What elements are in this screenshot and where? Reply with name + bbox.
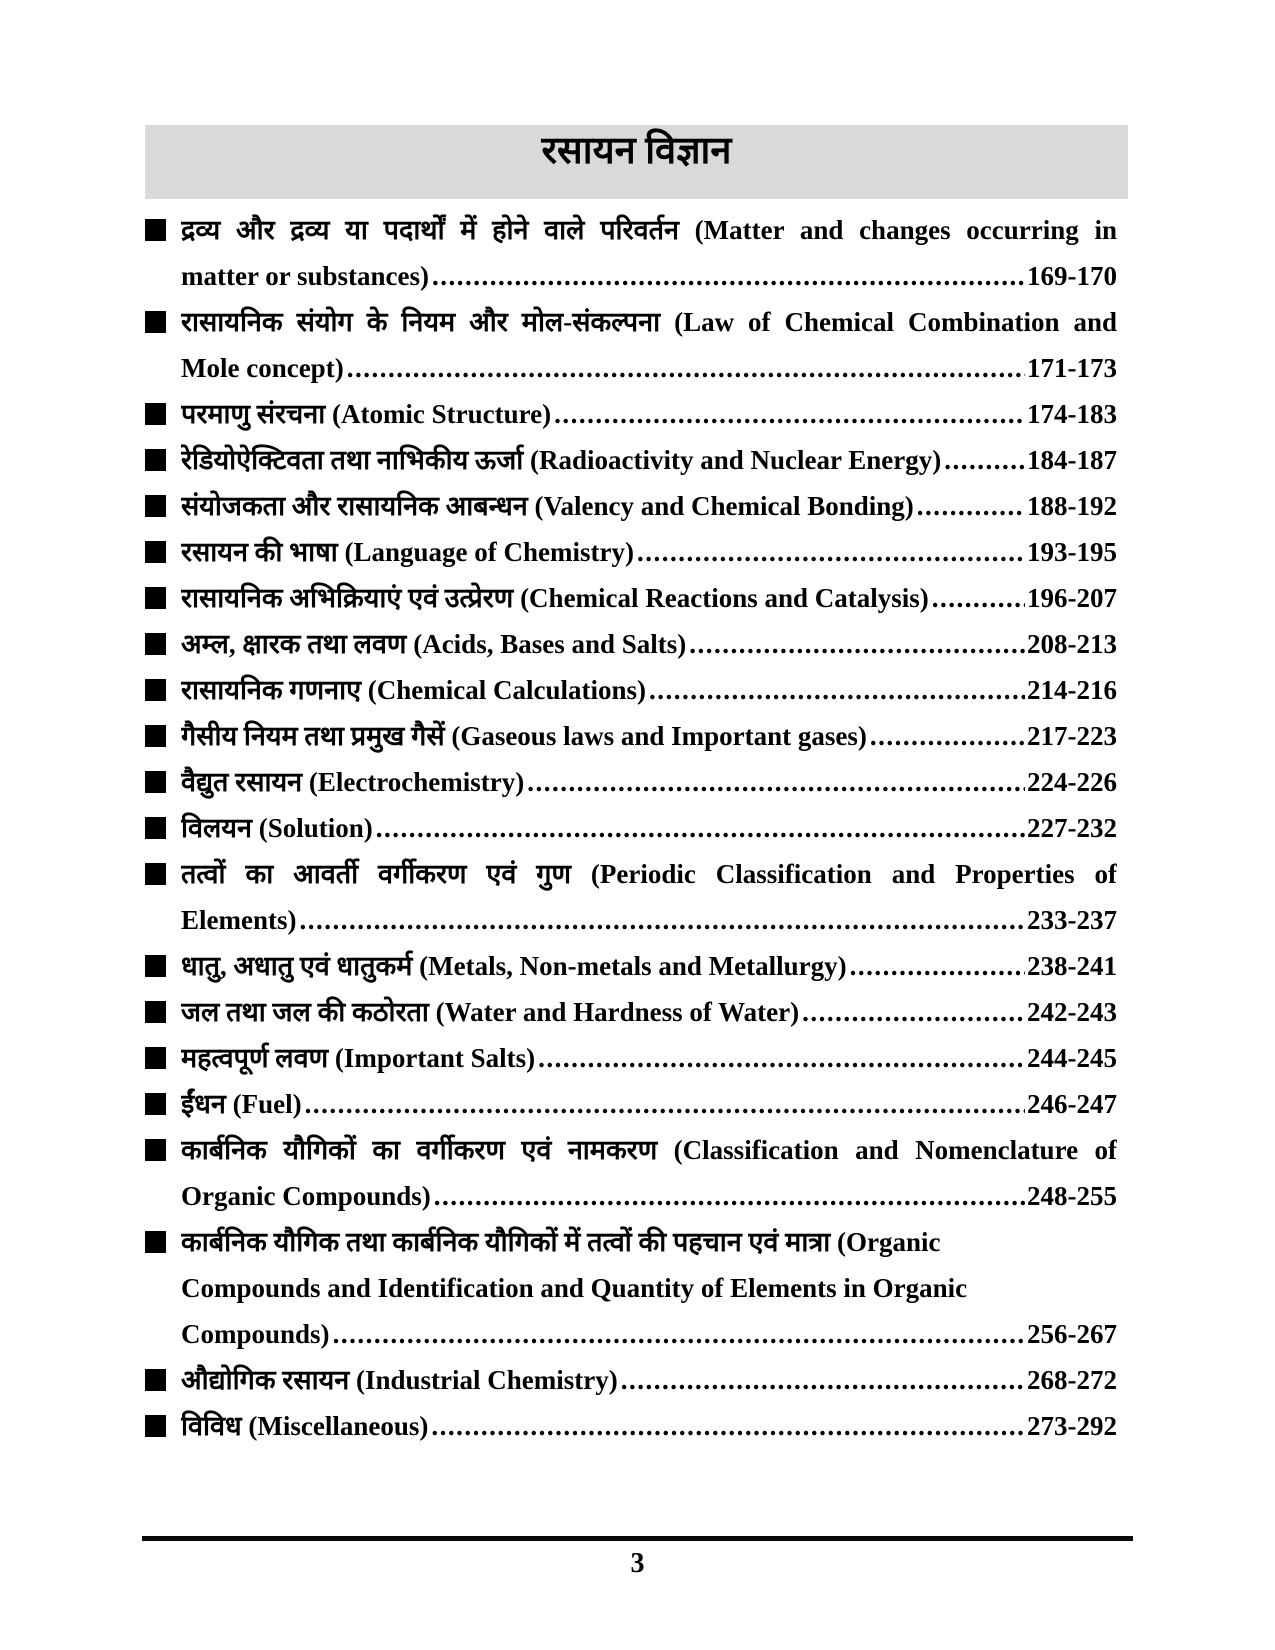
chapter-title: रसायन विज्ञान bbox=[541, 130, 732, 172]
toc-entry bbox=[145, 1357, 1117, 1403]
dotted-leader bbox=[689, 621, 1025, 667]
page-range: 233-237 bbox=[1027, 905, 1117, 935]
toc-entry-text: Mole concept) bbox=[181, 353, 344, 383]
toc-entry bbox=[145, 1219, 1117, 1357]
toc-entry-text: रासायनिक गणनाए (Chemical Calculations) bbox=[181, 675, 647, 705]
toc-entry-line bbox=[181, 943, 1117, 989]
dotted-leader bbox=[621, 1357, 1025, 1403]
dotted-leader bbox=[554, 391, 1025, 437]
dotted-leader bbox=[431, 1403, 1025, 1449]
page-range: 188-192 bbox=[1027, 491, 1117, 521]
toc-entry-line bbox=[181, 483, 1117, 529]
bullet-square-icon bbox=[145, 679, 166, 701]
bullet-square-icon bbox=[145, 1369, 166, 1391]
toc-entry-text: अम्ल, क्षारक तथा लवण (Acids, Bases and Salts) bbox=[181, 629, 687, 659]
dotted-leader bbox=[637, 529, 1025, 575]
toc-entry-line: Compounds and Identification and Quantity of Elements in Organic bbox=[181, 1273, 968, 1303]
page-range: 238-241 bbox=[1027, 951, 1117, 981]
toc-entry bbox=[145, 575, 1117, 621]
dotted-leader bbox=[538, 1035, 1025, 1081]
toc-entry-line bbox=[181, 1357, 1117, 1403]
dotted-leader bbox=[527, 759, 1025, 805]
toc-entry-text: गैसीय नियम तथा प्रमुख गैसें (Gaseous laws and Important gases) bbox=[181, 721, 867, 751]
page-range: 227-232 bbox=[1027, 813, 1117, 843]
toc-entry-line bbox=[181, 345, 1117, 391]
toc-entry-line bbox=[181, 805, 1117, 851]
page-range: 174-183 bbox=[1027, 399, 1117, 429]
toc-entry-line bbox=[181, 1173, 1117, 1219]
toc-entry bbox=[145, 207, 1117, 299]
dotted-leader bbox=[917, 483, 1025, 529]
toc-entry-line bbox=[181, 1403, 1117, 1449]
dotted-leader bbox=[932, 575, 1025, 621]
page-range: 244-245 bbox=[1027, 1043, 1117, 1073]
page-range: 256-267 bbox=[1027, 1319, 1117, 1349]
dotted-leader bbox=[305, 1081, 1025, 1127]
page-range: 224-226 bbox=[1027, 767, 1117, 797]
dotted-leader bbox=[347, 345, 1025, 391]
toc-entry-line: कार्बनिक यौगिकों का वर्गीकरण एवं नामकरण (Classification and Nomenclature of bbox=[181, 1135, 1117, 1165]
page-range: 217-223 bbox=[1027, 721, 1117, 751]
toc-entry-text: संयोजकता और रासायनिक आबन्धन (Valency and Chemical Bonding) bbox=[181, 491, 914, 521]
toc-entry-line bbox=[181, 989, 1117, 1035]
page-range: 248-255 bbox=[1027, 1181, 1117, 1211]
toc-entry-text: महत्वपूर्ण लवण (Important Salts) bbox=[181, 1043, 536, 1073]
toc-entry bbox=[145, 713, 1117, 759]
page-range: 193-195 bbox=[1027, 537, 1117, 567]
page-range: 242-243 bbox=[1027, 997, 1117, 1027]
bullet-square-icon bbox=[145, 1139, 166, 1161]
page-range: 169-170 bbox=[1027, 261, 1117, 291]
page-range: 196-207 bbox=[1027, 583, 1117, 613]
toc-entry-text: परमाणु संरचना (Atomic Structure) bbox=[181, 399, 552, 429]
toc-entry-text: Elements) bbox=[181, 905, 297, 935]
toc-entry bbox=[145, 1127, 1117, 1219]
toc-entry bbox=[145, 1035, 1117, 1081]
bullet-square-icon bbox=[145, 771, 166, 793]
toc-entry-line bbox=[181, 621, 1117, 667]
toc-entry bbox=[145, 851, 1117, 943]
toc-entry bbox=[145, 621, 1117, 667]
bullet-square-icon bbox=[145, 817, 166, 839]
page-range: 246-247 bbox=[1027, 1089, 1117, 1119]
page-range: 184-187 bbox=[1027, 445, 1117, 475]
toc-entry-line: कार्बनिक यौगिक तथा कार्बनिक यौगिकों में तत्वों की पहचान एवं मात्रा (Organic bbox=[181, 1227, 941, 1257]
page-range: 208-213 bbox=[1027, 629, 1117, 659]
toc-entry bbox=[145, 759, 1117, 805]
toc-entry-line bbox=[181, 713, 1117, 759]
bullet-square-icon bbox=[145, 403, 166, 425]
toc-entry-line: रासायनिक संयोग के नियम और मोल-संकल्पना (Law of Chemical Combination and bbox=[181, 307, 1117, 337]
toc-entry-text: औद्योगिक रसायन (Industrial Chemistry) bbox=[181, 1365, 618, 1395]
bullet-square-icon bbox=[145, 219, 166, 241]
bullet-square-icon bbox=[145, 449, 166, 471]
toc-entry bbox=[145, 805, 1117, 851]
dotted-leader bbox=[649, 667, 1025, 713]
bullet-square-icon bbox=[145, 541, 166, 563]
page-range: 273-292 bbox=[1027, 1411, 1117, 1441]
toc-entry-text: रसायन की भाषा (Language of Chemistry) bbox=[181, 537, 634, 567]
toc-entry-text: विलयन (Solution) bbox=[181, 813, 373, 843]
toc-entry bbox=[145, 943, 1117, 989]
dotted-leader bbox=[944, 437, 1025, 483]
toc-entry-line bbox=[181, 1035, 1117, 1081]
bullet-square-icon bbox=[145, 633, 166, 655]
bullet-square-icon bbox=[145, 1001, 166, 1023]
page-range: 214-216 bbox=[1027, 675, 1117, 705]
page-number: 3 bbox=[630, 1548, 645, 1579]
dotted-leader bbox=[299, 897, 1025, 943]
chapter-header bbox=[145, 125, 1128, 199]
toc-entry bbox=[145, 299, 1117, 391]
dotted-leader bbox=[333, 1311, 1025, 1357]
toc-entry-line bbox=[181, 1311, 1117, 1357]
footer-rule bbox=[142, 1536, 1133, 1541]
toc-entry bbox=[145, 529, 1117, 575]
bullet-square-icon bbox=[145, 1047, 166, 1069]
toc-entry-line: द्रव्य और द्रव्य या पदार्थों में होने वाले परिवर्तन (Matter and changes occurring in bbox=[181, 215, 1117, 245]
toc-entry-line bbox=[181, 897, 1117, 943]
toc-entry-line bbox=[181, 759, 1117, 805]
page-range: 268-272 bbox=[1027, 1365, 1117, 1395]
bullet-square-icon bbox=[145, 1093, 166, 1115]
toc-entry-line bbox=[181, 1081, 1117, 1127]
toc-entry-line bbox=[181, 575, 1117, 621]
toc-entry-line bbox=[181, 437, 1117, 483]
toc-entry-text: धातु, अधातु एवं धातुकर्म (Metals, Non-metals and Metallurgy) bbox=[181, 951, 847, 981]
toc-entry-text: matter or substances) bbox=[181, 261, 429, 291]
toc-entry bbox=[145, 667, 1117, 713]
bullet-square-icon bbox=[145, 1231, 166, 1253]
toc-entry bbox=[145, 437, 1117, 483]
toc-entry-text: Compounds) bbox=[181, 1319, 330, 1349]
toc-entry bbox=[145, 391, 1117, 437]
dotted-leader bbox=[432, 253, 1025, 299]
toc-entry-text: ईंधन (Fuel) bbox=[181, 1089, 302, 1119]
bullet-square-icon bbox=[145, 863, 166, 885]
toc-entry bbox=[145, 483, 1117, 529]
bullet-square-icon bbox=[145, 495, 166, 517]
toc-entry-text: वैद्युत रसायन (Electrochemistry) bbox=[181, 767, 525, 797]
page-range: 171-173 bbox=[1027, 353, 1117, 383]
toc-entry-text: जल तथा जल की कठोरता (Water and Hardness of Water) bbox=[181, 997, 800, 1027]
bullet-square-icon bbox=[145, 955, 166, 977]
bullet-square-icon bbox=[145, 725, 166, 747]
toc-entry-text: रासायनिक अभिक्रियाएं एवं उत्प्रेरण (Chemical Reactions and Catalysis) bbox=[181, 583, 929, 613]
toc-entry-text: विविध (Miscellaneous) bbox=[181, 1411, 429, 1441]
dotted-leader bbox=[850, 943, 1025, 989]
toc-entry-line: तत्वों का आवर्ती वर्गीकरण एवं गुण (Periodic Classification and Properties of bbox=[181, 859, 1117, 889]
toc-entry-line bbox=[181, 667, 1117, 713]
toc-entry-line bbox=[181, 529, 1117, 575]
dotted-leader bbox=[870, 713, 1025, 759]
toc-entry-text: रेडियोऐक्टिवता तथा नाभिकीय ऊर्जा (Radioactivity and Nuclear Energy) bbox=[181, 445, 942, 475]
dotted-leader bbox=[434, 1173, 1025, 1219]
bullet-square-icon bbox=[145, 311, 166, 333]
toc-entry-line bbox=[181, 253, 1117, 299]
bullet-square-icon bbox=[145, 587, 166, 609]
toc-entry bbox=[145, 1403, 1117, 1449]
toc-entry bbox=[145, 1081, 1117, 1127]
toc-entry-text: Organic Compounds) bbox=[181, 1181, 431, 1211]
toc-list bbox=[145, 207, 1117, 1449]
toc-entry-line bbox=[181, 391, 1117, 437]
toc-entry bbox=[145, 989, 1117, 1035]
dotted-leader bbox=[802, 989, 1025, 1035]
dotted-leader bbox=[376, 805, 1025, 851]
bullet-square-icon bbox=[145, 1415, 166, 1437]
